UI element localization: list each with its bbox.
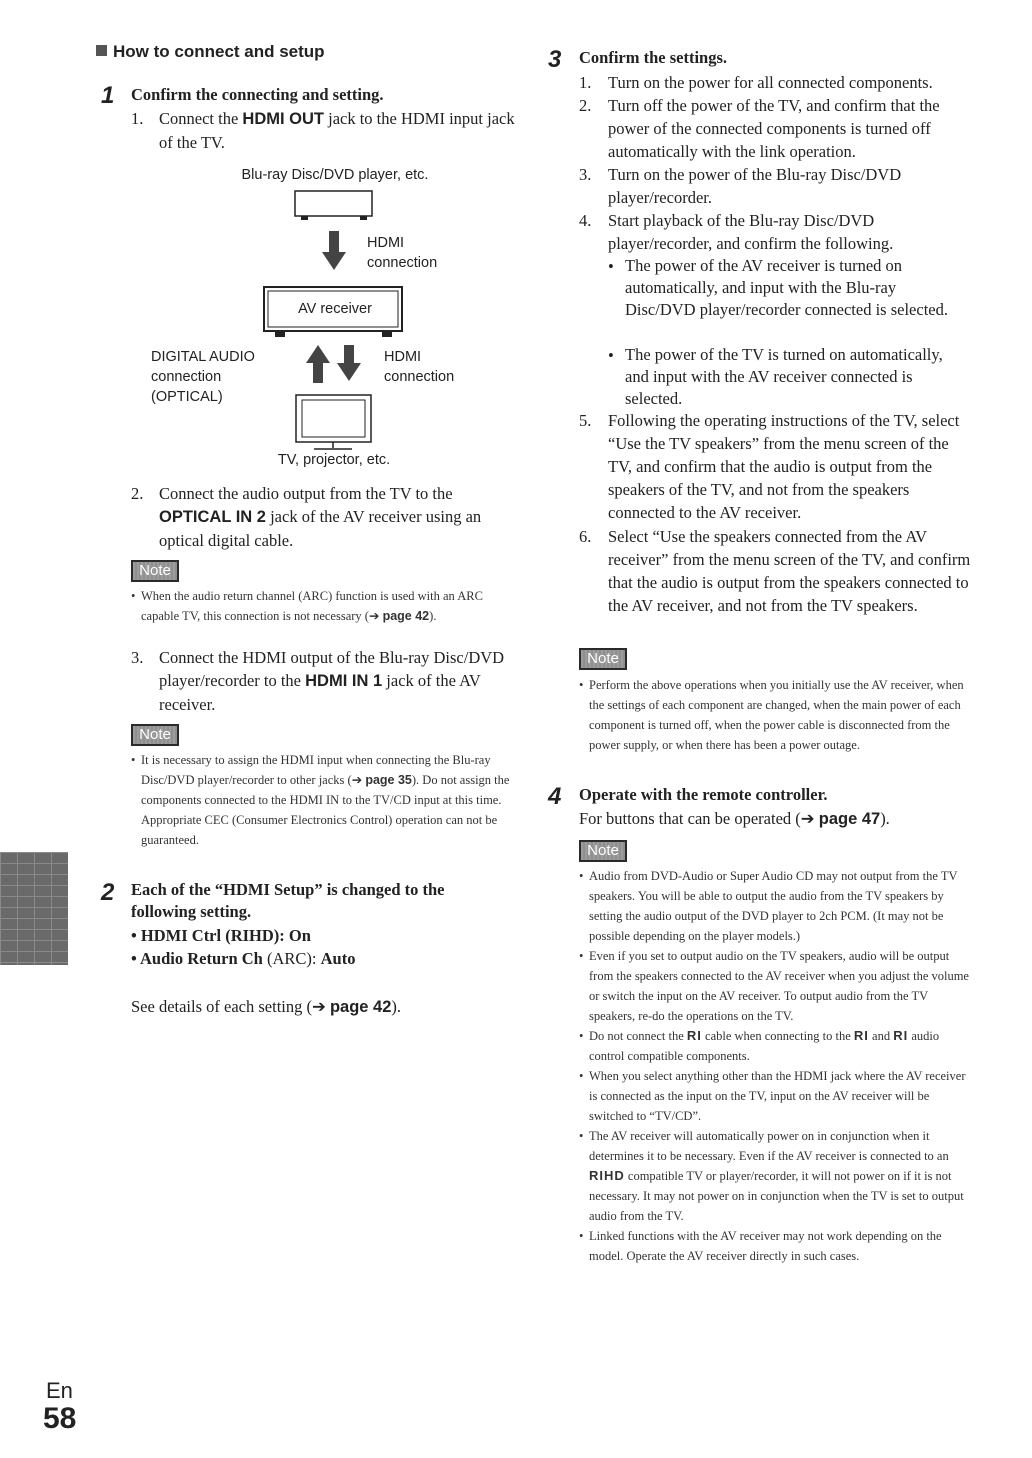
diagram-hdmi-label-2: HDMI connection — [384, 349, 455, 385]
note-badge-1: Note — [131, 560, 179, 582]
step-2-details: See details of each setting (➔ page 42). — [131, 997, 402, 1016]
footer-language: En — [46, 1378, 73, 1403]
page-ref-link[interactable]: page 42 — [382, 609, 430, 623]
step-3-sub-bullet-1: • The power of the AV receiver is turned on automatically, and input with the Blu-ray Disc/DVD player/recorder connected is selected. — [608, 256, 948, 319]
diagram-tv-label: TV, projector, etc. — [277, 452, 391, 468]
note-1-text: • When the audio return channel (ARC) function is used with an ARC capable TV, this connection is not necessary (➔ page 42). — [131, 589, 483, 623]
step-1-item-3: 3. Connect the HDMI output of the Blu-ray Disc/DVD player/recorder to the HDMI IN 1 jack of the AV receiver. — [131, 648, 505, 714]
step-3-item-6: 6. Select “Use the speakers connected from the AV receiver” from the menu screen of the TV, and confirm that the audio is output from the speakers connected to the AV receiver, and not from the TV speakers. — [579, 527, 971, 615]
note-2-text: • It is necessary to assign the HDMI input when connecting the Blu-ray Disc/DVD player/recorder to other jacks (➔ page 35). Do not assign the components connected to the HDMI IN to the TV/CD input at this time. Appropriate CEC (Consumer Electronics Control) operation can not be guaranteed. — [131, 753, 510, 847]
optical-up-arrow-icon — [306, 345, 330, 383]
step-3-item-5: 5. Following the operating instructions of the TV, select “Use the TV speakers” from the menu screen of the TV, and confirm that the audio is output from the speakers of the TV, and not from the speakers connected to the AV receiver. — [579, 411, 960, 522]
ri-logo-icon: RI — [686, 1028, 702, 1043]
note-3-text: • Perform the above operations when you initially use the AV receiver, when the settings of each component are changed, when the main power of each component is turned off, when the power cable is disconnected from the power supply, or when there has been a power outage. — [579, 678, 964, 752]
note-4-list — [579, 866, 969, 1266]
ri-logo-icon: RI — [893, 1028, 909, 1043]
step-4-number: 4 — [548, 783, 562, 810]
step-3-item-4: 4. Start playback of the Blu-ray Disc/DVD player/recorder, and confirm the following. — [579, 211, 894, 253]
step-4-body: For buttons that can be operated (➔ page 47). — [579, 809, 890, 828]
note-badge-2: Note — [131, 724, 179, 746]
section-heading-text: How to connect and setup — [113, 42, 325, 61]
arrow-icon: ➔ — [351, 773, 363, 787]
step-2-bullet-1: • HDMI Ctrl (RIHD): On — [131, 926, 311, 945]
step-3-title: Confirm the settings. — [579, 48, 728, 67]
note-4-item-rihd: • The AV receiver will automatically power on in conjunction when it determines it to be necessary. Even if the AV receiver is connected to an RIHD compatible TV or player/recorder, it will not power on if it is not necessary. It may not power on in conjunction when the TV is set to output audio from the TV. — [579, 1129, 964, 1223]
page-number: 58 — [43, 1402, 77, 1435]
diagram-player-label: Blu-ray Disc/DVD player, etc. — [241, 167, 429, 183]
diagram-digital-audio-label: DIGITAL AUDIO connection (OPTICAL) — [151, 349, 255, 405]
page-ref-link[interactable]: page 35 — [365, 773, 412, 787]
step-2-number: 2 — [101, 879, 115, 906]
hdmi-down-arrow-icon-1 — [322, 231, 346, 270]
note-badge-3: Note — [579, 648, 627, 670]
ri-logo-icon: RI — [853, 1028, 869, 1043]
note-4-item: • Linked functions with the AV receiver may not work depending on the model. Operate the AV receiver directly in such cases. — [579, 1229, 942, 1263]
step-1-title: Confirm the connecting and setting. — [131, 85, 384, 104]
step-1-item-2: 2. Connect the audio output from the TV to the OPTICAL IN 2 jack of the AV receiver using an optical digital cable. — [131, 484, 482, 550]
step-3-sub-bullet-2: • The power of the TV is turned on automatically, and input with the AV receiver connected is selected. — [608, 345, 943, 408]
hdmi-out-label: HDMI OUT — [242, 110, 324, 128]
step-4-title: Operate with the remote controller. — [579, 785, 828, 804]
side-tab-marker — [0, 852, 68, 965]
step-3-number: 3 — [548, 46, 562, 73]
optical-in-2-label: OPTICAL IN 2 — [159, 508, 266, 526]
player-device-icon — [295, 191, 372, 220]
step-1-item-1: 1. Connect the HDMI OUT jack to the HDMI input jack of the TV. — [131, 109, 515, 152]
diagram-receiver-label: AV receiver — [298, 301, 372, 317]
note-4-item: • Even if you set to output audio on the TV speakers, audio will be output from the speakers connected to the AV receiver when you adjust the volume or switch the input on the AV receiver. To output audio from the TV speakers, re-do the operations on the TV. — [579, 949, 969, 1023]
note-4-item: • When you select anything other than the HDMI jack where the AV receiver is connected as the input on the TV, input on the AV receiver will be switched to “TV/CD”. — [579, 1069, 966, 1123]
note-badge-4: Note — [579, 840, 627, 862]
arrow-icon: ➔ — [311, 997, 326, 1016]
step-3-item-3: 3. Turn on the power of the Blu-ray Disc/DVD player/recorder. — [579, 165, 902, 207]
page-ref-link[interactable]: page 47 — [818, 810, 881, 828]
page-ref-link[interactable]: page 42 — [329, 998, 392, 1016]
rihd-logo-icon: RIHD — [589, 1168, 625, 1183]
step-1-number: 1 — [101, 82, 115, 109]
step-3-item-2: 2. Turn off the power of the TV, and confirm that the power of the connected components is turned off automatically with the link operation. — [579, 96, 940, 161]
tv-device-icon — [296, 395, 371, 449]
step-2-title: Each of the “HDMI Setup” is changed to the following setting. — [131, 880, 445, 921]
arrow-icon: ➔ — [800, 809, 815, 828]
hdmi-in-1-label: HDMI IN 1 — [305, 672, 383, 690]
step-2-bullet-2: • Audio Return Ch (ARC): Auto — [131, 949, 356, 968]
note-4-item: • Audio from DVD-Audio or Super Audio CD may not output from the TV speakers. You will be able to output the audio from the TV speakers by setting the audio output of the DVD player to 2ch PCM. (It may not be possible depending on the player models.) — [579, 869, 958, 943]
hdmi-down-arrow-icon-2 — [337, 345, 361, 381]
note-4-item-ri: • Do not connect the RI cable when connecting to the RI and RI audio control compatible components. — [579, 1028, 940, 1063]
diagram-hdmi-label-1: HDMI connection — [367, 235, 438, 271]
step-3-item-1: 1. Turn on the power for all connected components. — [579, 73, 933, 92]
arrow-icon: ➔ — [368, 609, 380, 623]
